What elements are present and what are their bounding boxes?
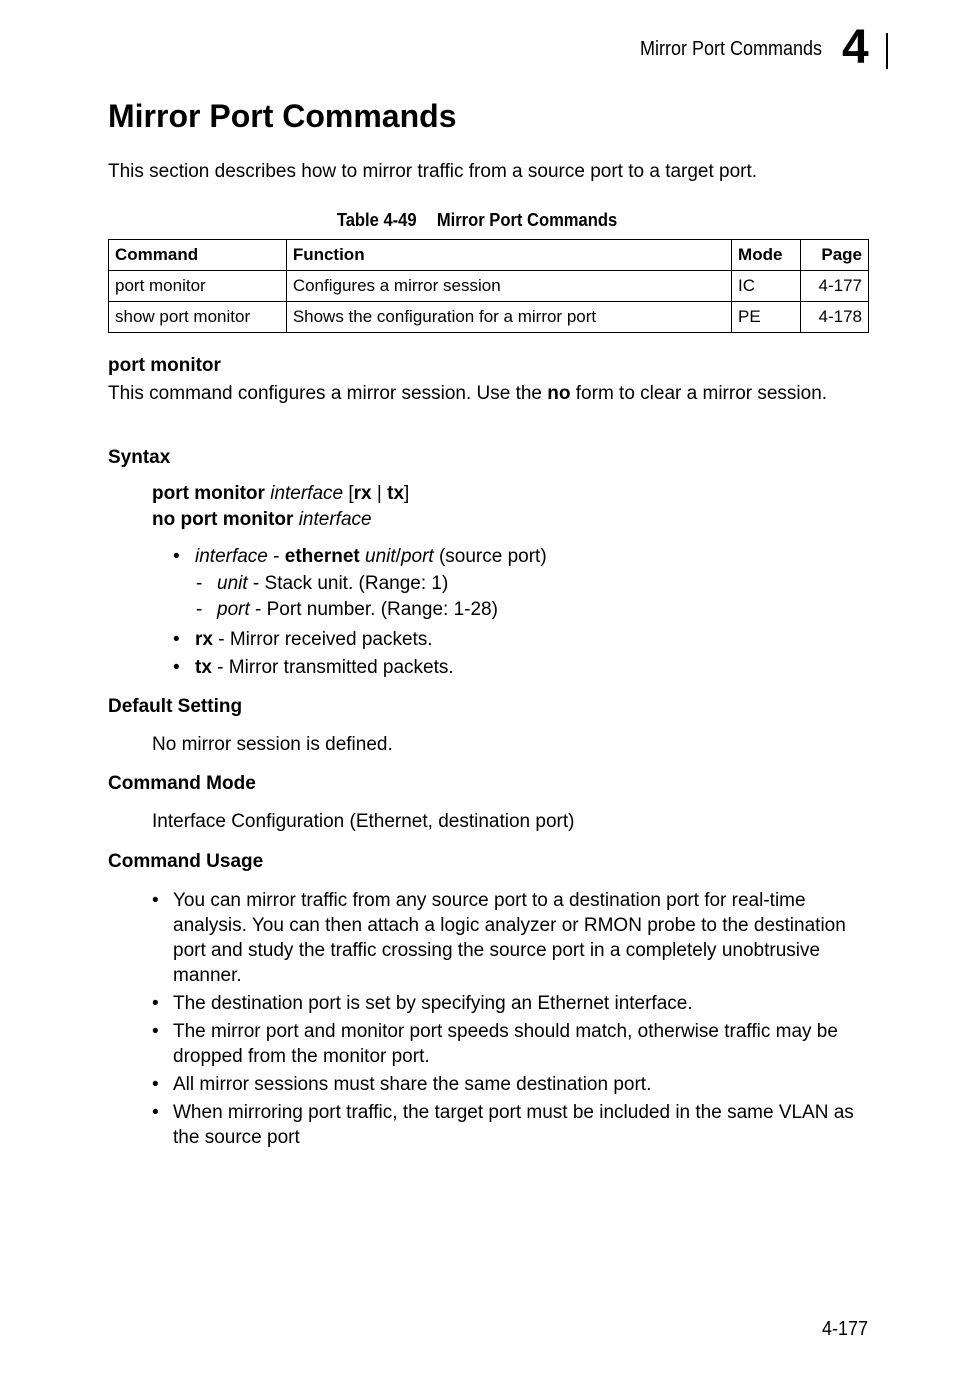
table-cell: show port monitor	[109, 302, 287, 333]
list-item: • You can mirror traffic from any source port to a destination port for real-time analysis. You can then attach a logic analyzer or RMON probe to the destination port and study the traffic crossing the source port in a completely unobtrusive manner.	[152, 890, 846, 986]
dash: -	[196, 599, 203, 620]
page-number: 4-177	[822, 1318, 869, 1340]
syntax-line-2: no port monitor interface	[152, 509, 372, 530]
column-header: Command	[109, 240, 287, 271]
param-unit: unit - Stack unit. (Range: 1)	[217, 573, 449, 594]
table-cell: Shows the configuration for a mirror port	[286, 302, 731, 333]
command-title: port monitor	[108, 355, 221, 376]
list-item: • The mirror port and monitor port speeds should match, otherwise traffic may be dropped from the monitor port.	[152, 1021, 838, 1067]
table-row	[109, 271, 869, 302]
syntax-heading: Syntax	[108, 447, 171, 468]
table-caption-number: Table 4-49	[336, 210, 417, 230]
table-cell: 4-178	[801, 302, 869, 333]
commands-table	[108, 239, 869, 333]
list-item: • When mirroring port traffic, the target port must be included in the same VLAN as the source port	[152, 1102, 854, 1148]
table-caption-title: Mirror Port Commands	[436, 210, 618, 230]
column-header: Function	[286, 240, 731, 271]
bullet: •	[173, 657, 180, 678]
chapter-number: 4	[842, 21, 869, 74]
table-cell: port monitor	[109, 271, 287, 302]
syntax-line-1: port monitor interface [rx | tx]	[152, 483, 410, 504]
command-usage-heading: Command Usage	[108, 851, 264, 872]
running-header-title: Mirror Port Commands	[640, 38, 823, 60]
list-item: • All mirror sessions must share the same destination port.	[152, 1074, 652, 1095]
command-mode-text: Interface Configuration (Ethernet, destination port)	[152, 811, 575, 832]
bullet: •	[173, 546, 180, 567]
table-row	[109, 302, 869, 333]
no-keyword: no	[547, 383, 571, 404]
page-title: Mirror Port Commands	[108, 98, 457, 134]
param-rx: rx - Mirror received packets.	[195, 629, 433, 650]
intro-paragraph: This section describes how to mirror traffic from a source port to a target port.	[108, 161, 758, 182]
dash: -	[196, 573, 203, 594]
command-description: This command configures a mirror session. Use the no form to clear a mirror session.	[108, 383, 828, 404]
default-setting-text: No mirror session is defined.	[152, 734, 393, 755]
command-usage-list	[152, 888, 872, 1153]
table-cell: PE	[732, 302, 801, 333]
param-interface: interface - ethernet unit/port (source port)	[195, 546, 547, 567]
command-mode-heading: Command Mode	[108, 773, 256, 794]
table-cell: Configures a mirror session	[286, 271, 731, 302]
table-cell: 4-177	[801, 271, 869, 302]
column-header: Mode	[732, 240, 801, 271]
table-caption	[38, 210, 916, 231]
table-cell: IC	[732, 271, 801, 302]
column-header: Page	[801, 240, 869, 271]
list-item: • The destination port is set by specifying an Ethernet interface.	[152, 993, 693, 1014]
default-setting-heading: Default Setting	[108, 696, 243, 717]
table-header-row	[109, 240, 869, 271]
bullet: •	[173, 629, 180, 650]
param-port: port - Port number. (Range: 1-28)	[217, 599, 498, 620]
param-tx: tx - Mirror transmitted packets.	[195, 657, 454, 678]
